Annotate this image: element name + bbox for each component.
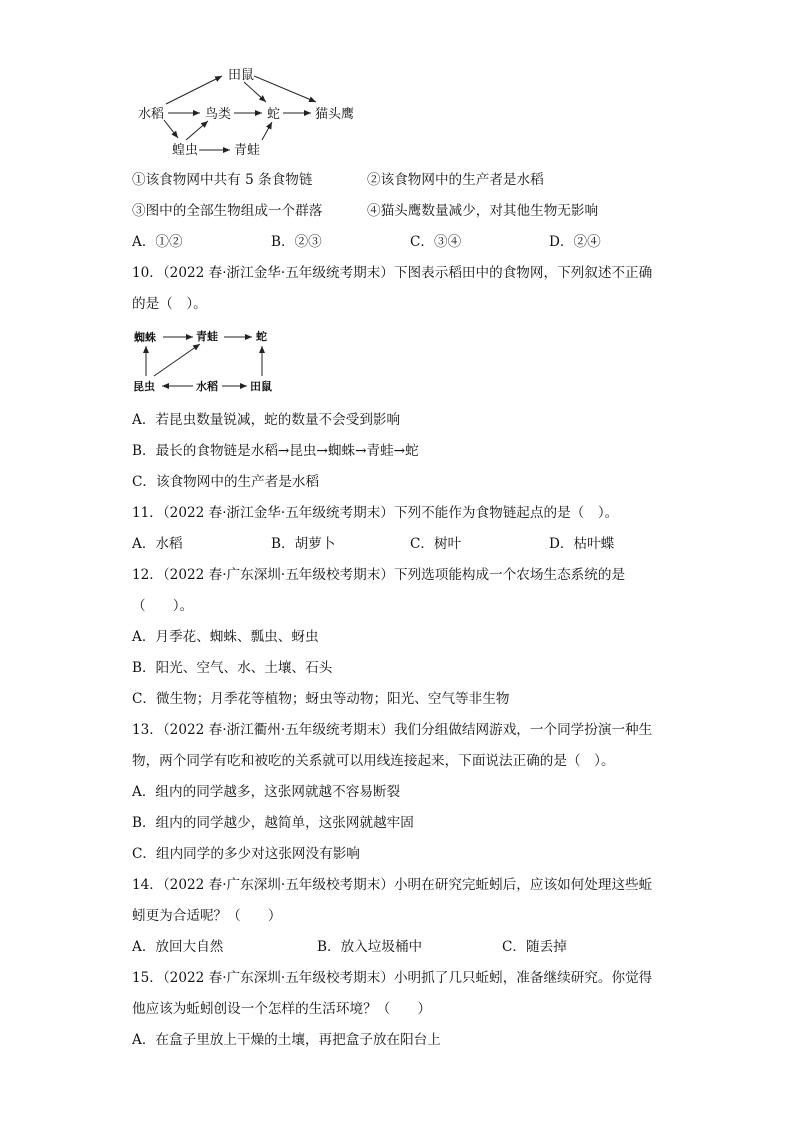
q10-option-a[interactable]: A．若昆虫数量锐减，蛇的数量不会受到影响 xyxy=(132,412,401,428)
node-field-mouse-2: 田鼠 xyxy=(250,380,272,393)
q15-stem-line-2: 他应该为蚯蚓创设一个怎样的生活环境？（ ） xyxy=(132,1001,432,1017)
node-owl: 猫头鹰 xyxy=(315,107,355,122)
q12-stem-line-1: 12．（2022 春·广东深圳·五年级校考期末）下列选项能构成一个农场生态系统的是 xyxy=(132,567,626,583)
q9-option-d[interactable]: D．②④ xyxy=(549,234,601,250)
edge-insect-frog xyxy=(154,344,200,376)
edge-locust-birds xyxy=(186,121,208,140)
q10-option-c[interactable]: C．该食物网中的生产者是水稻 xyxy=(132,474,320,490)
node-frog: 青蛙 xyxy=(234,143,261,158)
q12-option-c[interactable]: C．微生物；月季花等植物；蚜虫等动物；阳光、空气等非生物 xyxy=(132,691,510,707)
edge-rice-fieldmouse xyxy=(166,76,222,104)
q9-option-a[interactable]: A．①② xyxy=(132,234,183,250)
q12-stem-line-2: （ ）。 xyxy=(132,598,194,614)
q9-statement-4: ④猫头鹰数量减少，对其他生物无影响 xyxy=(367,203,599,219)
node-snake: 蛇 xyxy=(267,107,281,122)
q14-option-c[interactable]: C．随丢掉 xyxy=(502,939,567,955)
q10-option-b[interactable]: B．最长的食物链是水稻→昆虫→蜘蛛→青蛙→蛇 xyxy=(132,443,419,459)
edge-fieldmouse-snake xyxy=(244,82,266,102)
q9-statement-3: ③图中的全部生物组成一个群落 xyxy=(132,203,323,219)
q14-option-b[interactable]: B．放入垃圾桶中 xyxy=(317,939,423,955)
node-rice: 水稻 xyxy=(138,107,165,122)
q13-stem-line-2: 物，两个同学有吃和被吃的关系就可以用线连接起来，下面说法正确的是（ ）。 xyxy=(132,753,615,769)
q14-option-a[interactable]: A．放回大自然 xyxy=(132,939,224,955)
q13-stem-line-1: 13．（2022 春·浙江衢州·五年级统考期末）我们分组做结网游戏，一个同学扮演一种生 xyxy=(132,722,653,738)
q12-option-b[interactable]: B．阳光、空气、水、土壤、石头 xyxy=(132,660,333,676)
edge-fieldmouse-owl xyxy=(254,76,316,102)
node-spider: 蜘蛛 xyxy=(134,331,156,344)
edge-frog-snake xyxy=(262,122,272,140)
q11-option-c[interactable]: C．树叶 xyxy=(410,536,462,552)
node-field-mouse: 田鼠 xyxy=(228,68,255,83)
q9-option-b[interactable]: B．②③ xyxy=(271,234,322,250)
q11-option-a[interactable]: A．水稻 xyxy=(132,536,183,552)
q12-option-a[interactable]: A．月季花、蜘蛛、瓢虫、蚜虫 xyxy=(132,629,319,645)
q10-stem-line-2: 的是（ ）。 xyxy=(132,296,207,312)
q14-stem-line-1: 14．（2022 春·广东深圳·五年级校考期末）小明在研究完蚯蚓后，应该如何处理这些蚯 xyxy=(132,877,653,893)
q14-stem-line-2: 蚓更为合适呢？（ ） xyxy=(132,908,282,924)
node-insect: 昆虫 xyxy=(133,380,155,393)
q13-option-c[interactable]: C．组内同学的多少对这张网没有影响 xyxy=(132,846,360,862)
node-locust: 蝗虫 xyxy=(172,143,199,158)
edge-rice-locust xyxy=(164,120,178,138)
q13-option-b[interactable]: B．组内的同学越少，越简单，这张网就越牢固 xyxy=(132,815,414,831)
q10-stem-line-1: 10．（2022 春·浙江金华·五年级统考期末）下图表示稻田中的食物网，下列叙述不正确 xyxy=(132,265,653,281)
node-frog-2: 青蛙 xyxy=(196,330,218,343)
node-snake-2: 蛇 xyxy=(256,330,267,343)
node-birds: 鸟类 xyxy=(205,107,232,122)
q11-option-d[interactable]: D．枯叶蝶 xyxy=(549,536,615,552)
q11-stem: 11．（2022 春·浙江金华·五年级统考期末）下列不能作为食物链起点的是（ ）。 xyxy=(132,505,619,521)
food-web-diagram-2 xyxy=(0,322,794,397)
q11-option-b[interactable]: B．胡萝卜 xyxy=(271,536,336,552)
q9-statement-2: ②该食物网中的生产者是水稻 xyxy=(367,172,544,188)
q9-option-c[interactable]: C．③④ xyxy=(410,234,462,250)
q9-statement-1: ①该食物网中共有 5 条食物链 xyxy=(132,172,313,188)
q13-option-a[interactable]: A．组内的同学越多，这张网就越不容易断裂 xyxy=(132,784,401,800)
q15-stem-line-1: 15．（2022 春·广东深圳·五年级校考期末）小明抓了几只蚯蚓，准备继续研究。你觉得 xyxy=(132,970,653,986)
q15-option-a[interactable]: A．在盒子里放上干燥的土壤，再把盒子放在阳台上 xyxy=(132,1032,441,1048)
node-rice-2: 水稻 xyxy=(196,380,218,393)
